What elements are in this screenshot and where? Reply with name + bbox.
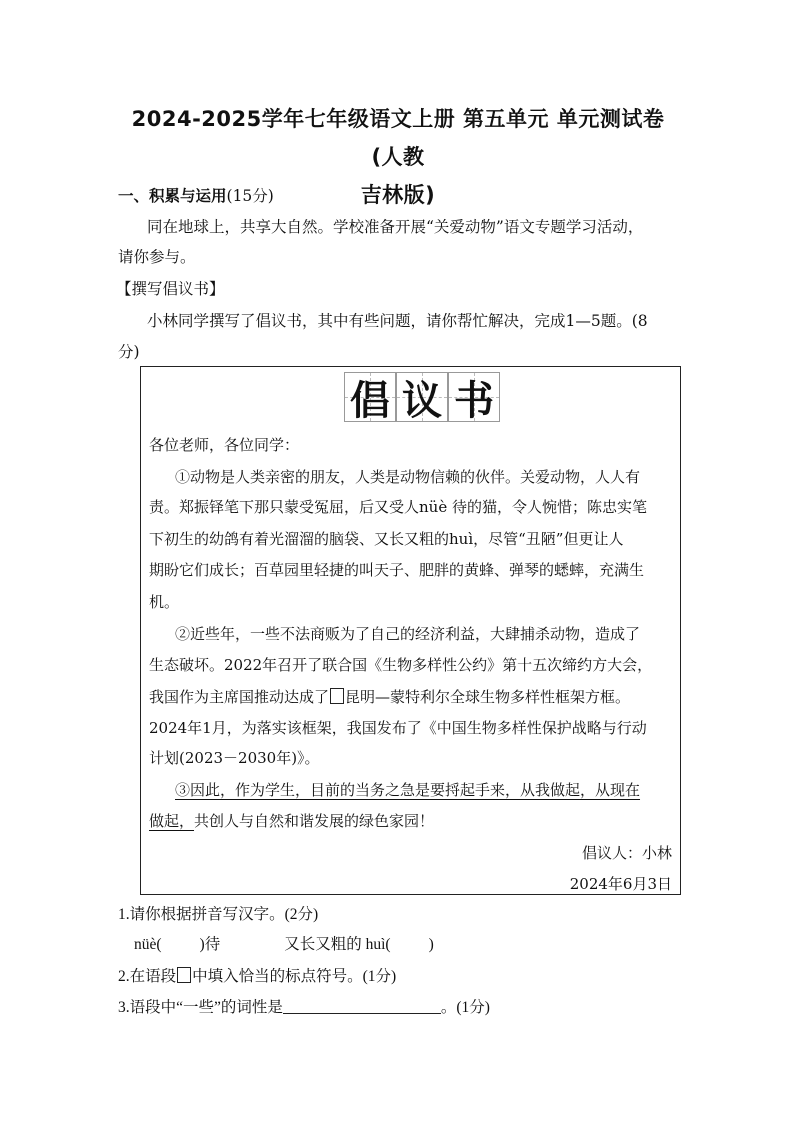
para1-line: 期盼它们成长；百草园里轻捷的叫天子、肥胖的黄蜂、弹琴的蟋蟀，充满生 <box>149 561 645 579</box>
proposal-letter-box <box>140 366 681 895</box>
question-3: 3.语段中“一些”的词性是 。(1分) <box>118 999 490 1016</box>
para2-line: 我国作为主席国推动达成了 昆明—蒙特利尔全球生物多样性框架方框。 <box>149 688 631 706</box>
blank-square-icon <box>177 967 191 983</box>
intro-line-2: 请你参与。 <box>118 248 196 266</box>
para3-line: 做起，共创人与自然和谐发展的绿色家园！ <box>149 812 435 830</box>
para2-line: 2024年1月，为落实该框架，我国发布了《中国生物多样性保护战略与行动 <box>149 719 647 737</box>
question-1-items: nüè( )待 又长又粗的 huì( ) <box>134 936 434 953</box>
title-line-1: 2024-2025学年七年级语文上册 第五单元 单元测试卷(人教 <box>131 107 665 169</box>
task-bracket-label: 【撰写倡议书】 <box>116 280 225 298</box>
para1-line: 责。郑振铎笔下那只蒙受冤屈，后又受人nüè 待的猫，令人惋惜；陈忠实笔 <box>149 498 647 516</box>
heading-char: 倡 <box>344 372 396 422</box>
question-1: 1.请你根据拼音写汉字。(2分) <box>118 906 319 923</box>
para2-line: ②近些年，一些不法商贩为了自己的经济利益，大肆捕杀动物，造成了 <box>175 625 641 643</box>
task-line-2: 分) <box>118 343 140 361</box>
letter-date: 2024年6月3日 <box>569 875 672 893</box>
para2-line: 计划(2023－2030年)》。 <box>149 749 320 767</box>
question-2: 2.在语段 中填入恰当的标点符号。(1分) <box>118 968 397 985</box>
letter-salutation: 各位老师，各位同学： <box>149 436 300 454</box>
letter-signer: 倡议人：小林 <box>581 844 672 862</box>
para2-line: 生态破坏。2022年召开了联合国《生物多样性公约》第十五次缔约方大会， <box>149 656 653 674</box>
section-heading-label: 一、积累与运用 <box>118 186 227 205</box>
para1-line: ①动物是人类亲密的朋友，人类是动物信赖的伙伴。关爱动物，人人有 <box>175 468 641 486</box>
task-line-1: 小林同学撰写了倡议书，其中有些问题，请你帮忙解决，完成1—5题。(8 <box>147 312 648 330</box>
title-line-2: 吉林版) <box>360 183 436 207</box>
para3-underlined: 做起， <box>149 812 195 830</box>
answer-line[interactable] <box>283 999 441 1014</box>
blank-square-icon <box>330 688 344 704</box>
heading-char: 议 <box>396 372 448 422</box>
para1-line: 机。 <box>149 593 180 611</box>
heading-char: 书 <box>448 372 500 422</box>
para1-line: 下初生的幼鸽有着光溜溜的脑袋、又长又粗的huì，尽管“丑陋”但更让人 <box>149 530 624 548</box>
section-heading <box>118 183 274 209</box>
section-score: (15分) <box>226 187 274 205</box>
intro-line-1: 同在地球上，共享大自然。学校准备开展“关爱动物”语文专题学习活动， <box>147 218 644 236</box>
letter-heading <box>344 372 500 422</box>
para3-underlined: ③因此，作为学生，目前的当务之急是要捋起手来，从我做起，从现在 <box>175 781 641 799</box>
